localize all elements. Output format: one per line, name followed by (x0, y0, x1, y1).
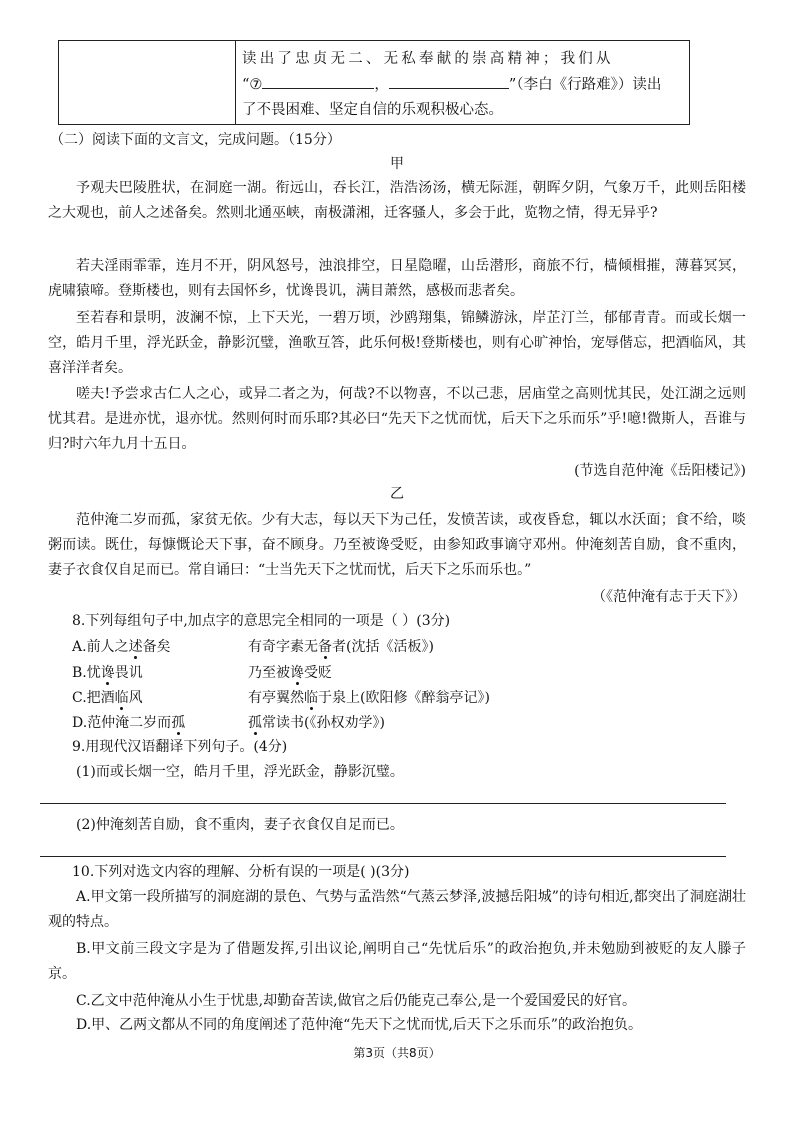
q10-option-a: A.甲文第一段所描写的洞庭湖的景色、气势与孟浩然“气蒸云梦泽,波撼岳阳城”的诗句相近,都突出了洞庭湖壮观的特点。 (48, 889, 746, 930)
text-a-source: (节选自范仲淹《岳阳楼记》) (574, 463, 746, 479)
fill-blank-7b[interactable] (389, 72, 509, 89)
q8-option-c: C.把酒临风 (72, 690, 143, 706)
q9-stem: 9.用现代汉语翻译下列句子。(4分) (72, 739, 288, 755)
q8-option-d: D.范仲淹二岁而孤 (72, 715, 186, 731)
text-a-paragraph-4: 嗟夫!予尝求古仁人之心，或异二者之为，何哉?不以物喜，不以己悲，居庙堂之高则忧其民，处江湖之远则忧其君。是进亦忧，退亦忧。然则何时而乐耶?其必曰“先天下之忧而忧，后天下之乐而乐”乎!噫!微斯人，吾谁与归?时六年九月十五日。 (48, 386, 746, 452)
text-a-paragraph-2: 若夫淫雨霏霏，连月不开，阴风怒号，浊浪排空，日星隐曜，山岳潜形，商旅不行，樯倾楫摧，薄暮冥冥，虎啸猿啼。登斯楼也，则有去国怀乡，忧谗畏讥，满目萧然，感极而悲者矣。 (48, 258, 746, 299)
text-b-source: （《范仲淹有志于天下》） (592, 589, 746, 605)
text-b-paragraph: 范仲淹二岁而孤，家贫无依。少有大志，每以天下为己任，发愤苦读，或夜昏怠，辄以水沃面；食不给，啖粥而读。既仕，每慷慨论天下事，奋不顾身。乃至被谗受贬，由参知政事谪守邓州。仲淹刻苦自励，食不重肉，妻子衣食仅自足而已。常自诵曰：“士当先天下之忧而忧，后天下之乐而乐也。” (48, 512, 746, 578)
table-line-1: 读出了忠贞无二、无私奉献的崇高精神；我们从 (242, 51, 614, 67)
fill-blank-7a[interactable] (262, 72, 374, 89)
text-b-label: 乙 (390, 486, 404, 502)
q8-option-b-right: 乃至被谗受贬 (248, 665, 332, 681)
q9-item-2: (2)仲淹刻苦自励，食不重肉，妻子衣食仅自足而已。 (76, 817, 404, 833)
q8-option-a-right: 有奇字素无备者(沈括《活板》) (248, 639, 434, 655)
q8-stem: 8.下列每组句子中,加点字的意思完全相同的一项是（ ）(3分) (72, 613, 451, 629)
q8-option-d-right: 孤常读书(《孙权劝学》) (248, 715, 385, 731)
table-line-3: 了不畏困难、坚定自信的乐观积极心态。 (242, 102, 503, 118)
q9-item-1: (1)而或长烟一空，皓月千里，浮光跃金，静影沉璧。 (76, 764, 404, 780)
table-left-cell (59, 41, 236, 125)
section-heading: （二）阅读下面的文言文，完成问题。（15分） (50, 132, 341, 148)
table-line-2: “⑦ ， ”（李白《行路难》）读出 (242, 72, 683, 98)
text-a-paragraph-3: 至若春和景明，波澜不惊，上下天光，一碧万顷，沙鸥翔集，锦鳞游泳，岸芷汀兰，郁郁青青。而或长烟一空，皓月千里，浮光跃金，静影沉璧，渔歌互答，此乐何极!登斯楼也，则有心旷神怡，宠辱偕忘，把酒临风，其喜洋洋者矣。 (48, 310, 746, 376)
answer-table-fragment (58, 40, 690, 125)
text-a-paragraph-1: 予观夫巴陵胜状，在洞庭一湖。衔远山，吞长江，浩浩汤汤，横无际涯，朝晖夕阴，气象万千，此则岳阳楼之大观也，前人之述备矣。然则北通巫峡，南极潇湘，迁客骚人，多会于此，览物之情，得无异乎? (48, 180, 746, 221)
page-footer: 第3页（共8页） (353, 1046, 441, 1060)
q8-option-b: B.忧谗畏讥 (72, 665, 143, 681)
q9-answer-line-1[interactable] (40, 803, 726, 804)
q10-option-b: B.甲文前三段文字是为了借题发挥,引出议论,阐明自己“先忧后乐”的政治抱负,并未勉励到被贬的友人滕子京。 (48, 941, 746, 982)
q10-option-d: D.甲、乙两文都从不同的角度阐述了范仲淹“先天下之忧而忧,后天下之乐而乐”的政治抱负。 (76, 1017, 642, 1033)
q8-option-a: A.前人之述备矣 (72, 639, 171, 655)
q10-option-c: C.乙文中范仲淹从小生于忧患,却勤奋苦读,做官之后仍能克己奉公,是一个爱国爱民的好官。 (76, 993, 637, 1009)
text-a-label: 甲 (390, 156, 404, 172)
table-right-cell (236, 41, 690, 125)
q8-option-c-right: 有亭翼然临于泉上(欧阳修《醉翁亭记》) (248, 690, 490, 706)
q10-stem: 10.下列对选文内容的理解、分析有误的一项是( )(3分) (72, 864, 410, 880)
q9-answer-line-2[interactable] (40, 856, 726, 857)
